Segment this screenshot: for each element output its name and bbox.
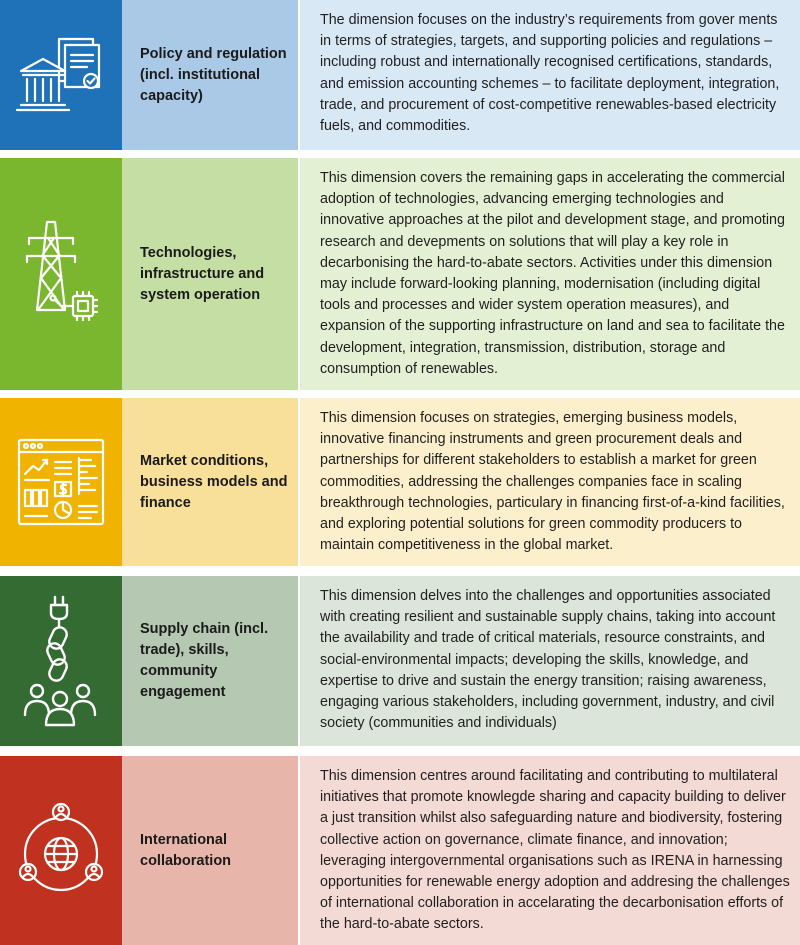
government-building-documents-icon — [11, 33, 111, 117]
dimension-description-cell — [300, 576, 800, 746]
dimension-description: This dimension centres around facilitating and contributing to multilateral initiatives that promote knowlegde sharing and capacity building to deliver a just transition whilst also safeguarding nature and biodiversity, fostering collective action on governance, climate finance, and innovation; leveraging intergovernmental organisations such as IRENA in harnessing opportunities for renewable energy adoption and addresing the challenges of international collaboration in accelarating the decarbonisation efforts of the hard-to-abate sectors. — [320, 768, 790, 933]
dimension-description: The dimension focuses on the industry’s requirements from gover ments in terms of strategies, targets, and supporting policies and regulations – including robust and internationally recognised certifications, standards, and emission accounting schemes – to facilitate deployment, integration, trade, and procurement of cost-competitive renewables-based electricity fuels, and commodities. — [320, 12, 780, 135]
dimension-row-technologies — [0, 158, 800, 390]
dimension-title: Technologies, infrastructure and system operation — [140, 244, 265, 303]
dimension-description-cell — [300, 756, 800, 945]
icon-cell — [0, 0, 122, 150]
dimension-description: This dimension focuses on strategies, emerging business models, innovative financing instruments and green procurement deals and partnerships for different stakeholders to establish a market for green commodities, addressing the challenges companies face in scaling breakthrough technologies, particulary in financing first-of-a-kind facilities, and exploring potential solutions for green commodity producers to maintain competitiveness in the global market. — [320, 410, 785, 554]
dimension-description: This dimension covers the remaining gaps in accelerating the commercial adoption of technologies, advancing emerging technologies and innovative approaches at the pilot and development stage, and promoting research and devepments on solutions that will play a key role in decarbonising the hard-to-abate sectors. Activities under this dimension may include forward-looking planning, modernisation (including digital tools and processes and wider system operation measures), and expansion of the supporting infrastructure on land and sea to facilitate the development, integration, transmission, distribution, storage and consumption of renewables. — [320, 170, 785, 377]
dimension-title: Market conditions, business models and finance — [140, 452, 288, 511]
globe-network-people-icon — [11, 796, 111, 906]
transmission-tower-chip-icon — [11, 214, 111, 334]
icon-cell — [0, 158, 122, 390]
dimension-description-cell — [300, 398, 800, 566]
dimension-row-policy — [0, 0, 800, 150]
icon-cell — [0, 398, 122, 566]
dimension-row-international — [0, 756, 800, 945]
chain-plug-people-icon — [11, 591, 111, 731]
dimension-title-cell — [122, 158, 298, 390]
dimension-description-cell — [300, 0, 800, 150]
dimension-title-cell — [122, 576, 298, 746]
dimension-description: This dimension delves into the challenges and opportunities associated with creating resilient and sustainable supply chains, taking into account the availability and trade of critical materials, resource constraints, and social-environmental impacts; developing the skills, knowledge, and expertise to drive and sustain the energy transition; raising awareness, engaging various stakeholders, including government, industry, and civil society (communities and individuals) — [320, 588, 776, 732]
icon-cell — [0, 756, 122, 945]
dimension-title-cell — [122, 398, 298, 566]
finance-dashboard-icon — [11, 432, 111, 532]
dimension-title: Supply chain (incl. trade), skills, community engagement — [140, 621, 269, 700]
dimension-row-market — [0, 398, 800, 566]
dimension-row-supply-chain — [0, 576, 800, 746]
dimension-title-cell — [122, 756, 298, 945]
dimension-title: Policy and regulation (incl. institutional capacity) — [140, 45, 287, 104]
dimension-title: International collaboration — [140, 831, 232, 869]
dimension-description-cell — [300, 158, 800, 390]
icon-cell — [0, 576, 122, 746]
dimension-title-cell — [122, 0, 298, 150]
